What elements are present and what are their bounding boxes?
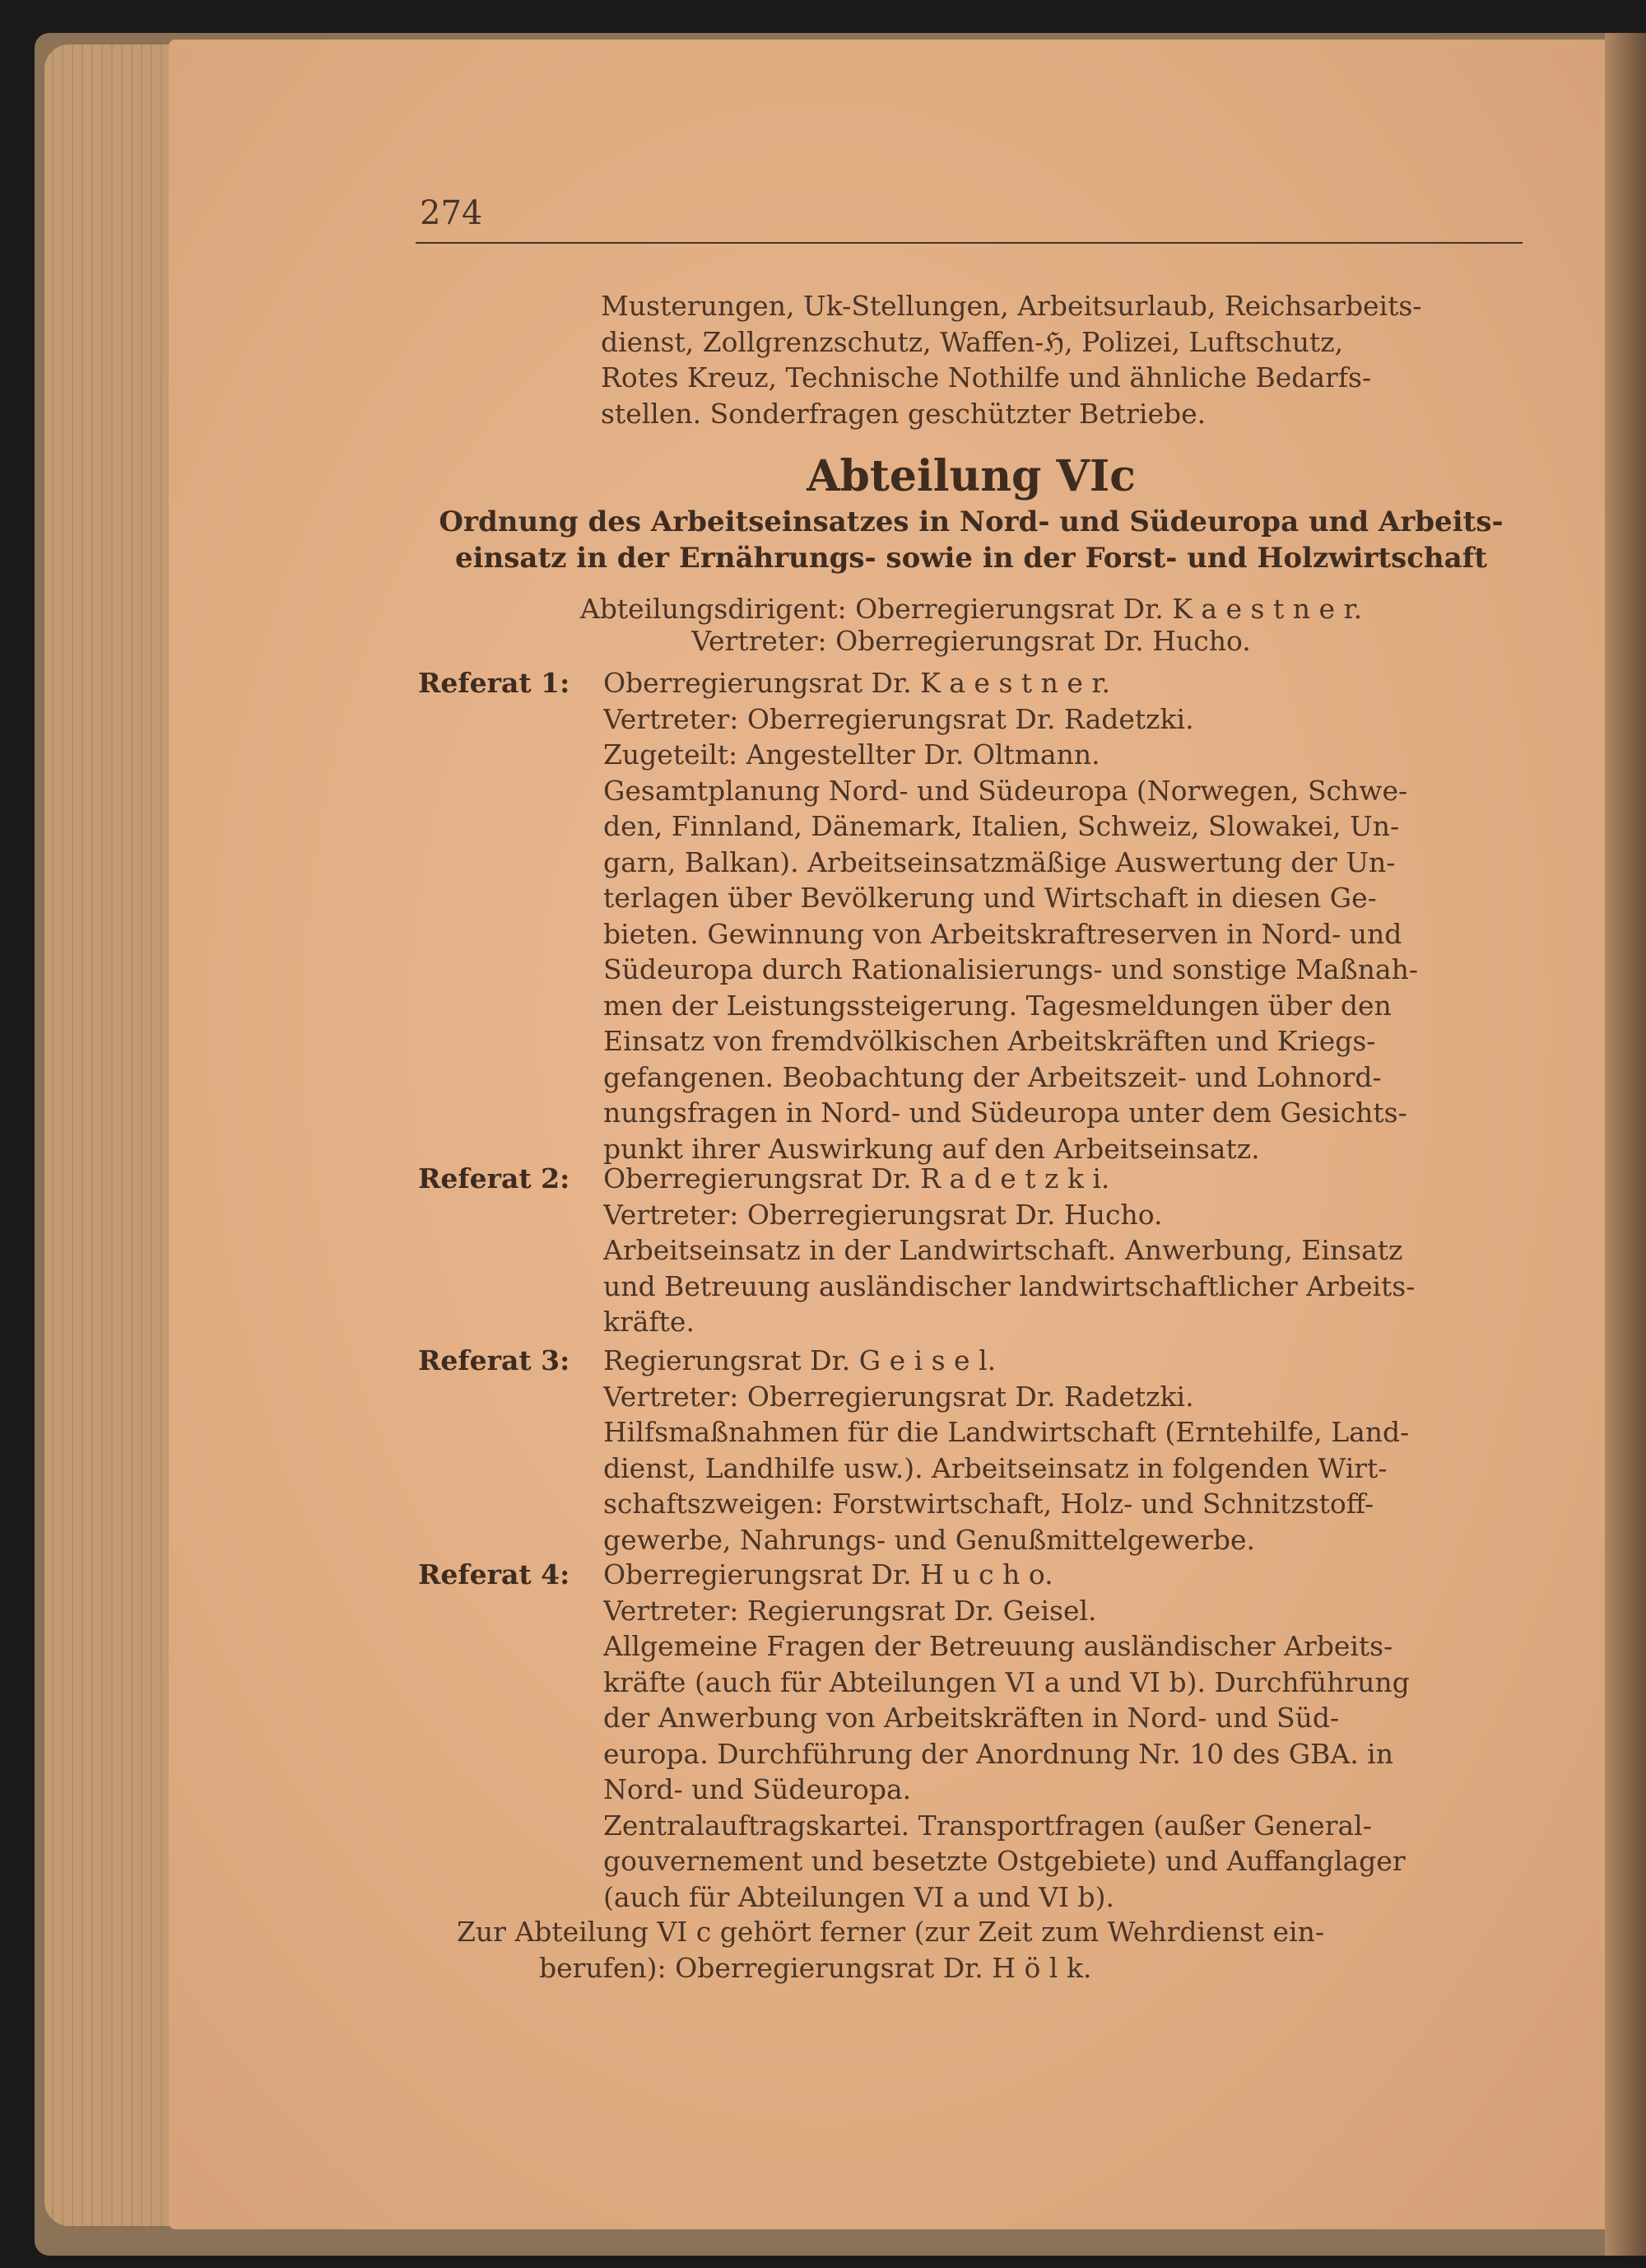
referat-line: Hilfsmaßnahmen für die Landwirtschaft (Erntehilfe, Land- [603,1416,1410,1448]
vertreter-line: Vertreter: Oberregierungsrat Dr. Hucho. [691,625,1251,657]
section-heading: Abteilung VIc [807,451,1136,501]
referat-line: europa. Durchführung der Anordnung Nr. 10 des GBA. in [603,1737,1393,1770]
referat-line: den, Finnland, Dänemark, Italien, Schweiz, Slowakei, Un- [603,810,1400,842]
referat-line: Oberregierungsrat Dr. H u c h o. [603,1558,1053,1590]
referat-line: schaftszweigen: Forstwirtschaft, Holz- und Schnitzstoff- [603,1488,1374,1520]
referat-line: gefangenen. Beobachtung der Arbeitszeit- und Lohnord- [603,1060,1382,1093]
section-subheading [412,504,1531,576]
referat-line: Zentralauftragskartei. Transportfragen (außer General- [603,1809,1372,1842]
referat-line: Gesamtplanung Nord- und Südeuropa (Norwegen, Schwe- [603,774,1408,807]
referat-line: dienst, Landhilfe usw.). Arbeitseinsatz in folgenden Wirt- [603,1451,1388,1484]
referat-line: Oberregierungsrat Dr. R a d e t z k i. [603,1162,1110,1195]
closing-line: Zur Abteilung VI c gehört ferner (zur Zeit zum Wehrdienst ein- [457,1916,1325,1948]
intro-line: stellen. Sonderfragen geschützter Betriebe. [601,397,1207,430]
header-rule [416,242,1523,244]
referat-line: garn, Balkan). Arbeitseinsatzmäßige Auswertung der Un- [603,845,1396,878]
dirigent-line: Abteilungsdirigent: Oberregierungsrat Dr. K a e s t n e r. [579,593,1363,625]
referat-line: Arbeitseinsatz in der Landwirtschaft. Anwerbung, Einsatz [603,1234,1403,1266]
referat-line: nungsfragen in Nord- und Südeuropa unter dem Gesichts- [603,1097,1407,1129]
referat-line: Südeuropa durch Rationalisierungs- und sonstige Maßnah- [603,953,1418,985]
referat-line: men der Leistungssteigerung. Tagesmeldungen über den [603,989,1392,1022]
referat-line: kräfte. [603,1306,695,1338]
referat-1-text [603,665,1529,1167]
referat-2-label: Referat 2: [418,1162,570,1195]
referat-2-text [603,1161,1529,1340]
referat-line: gouvernement und besetzte Ostgebiete) und Auffanglager [603,1845,1406,1877]
intro-paragraph [601,288,1527,431]
referat-4-text [603,1557,1529,1915]
referat-line: Vertreter: Oberregierungsrat Dr. Hucho. [603,1198,1163,1231]
referat-line: Regierungsrat Dr. G e i s e l. [603,1344,997,1376]
closing-line: berufen): Oberregierungsrat Dr. H ö l k. [539,1951,1092,1984]
referat-line: Einsatz von fremdvölkischen Arbeitskräften und Kriegs- [603,1025,1376,1057]
referat-1-label: Referat 1: [418,667,570,699]
subheading-line: einsatz in der Ernährungs- sowie in der Forst- und Holzwirtschaft [455,542,1487,575]
referat-line: und Betreuung ausländischer landwirtschaftlicher Arbeits- [603,1269,1416,1302]
referat-4-label: Referat 4: [418,1558,570,1590]
referat-line: bieten. Gewinnung von Arbeitskraftreserven in Nord- und [603,917,1402,950]
book-gutter [1605,33,1646,2256]
referat-line: (auch für Abteilungen VI a und VI b). [603,1880,1115,1913]
referat-line: Allgemeine Fragen der Betreuung ausländischer Arbeits- [603,1630,1393,1662]
subheading-line: Ordnung des Arbeitseinsatzes in Nord- und Südeuropa und Arbeits- [439,505,1504,538]
referat-line: der Anwerbung von Arbeitskräften in Nord- und Süd- [603,1702,1340,1734]
referat-line: kräfte (auch für Abteilungen VI a und VI b). Durchführung [603,1665,1410,1698]
referat-line: Oberregierungsrat Dr. K a e s t n e r. [603,667,1111,699]
page-number: 274 [420,194,483,232]
referat-line: punkt ihrer Auswirkung auf den Arbeitseinsatz. [603,1132,1260,1165]
referat-line: Vertreter: Oberregierungsrat Dr. Radetzki. [603,1380,1194,1413]
referat-line: Vertreter: Oberregierungsrat Dr. Radetzki. [603,702,1194,735]
referat-3-text [603,1343,1529,1558]
referat-line: Nord- und Südeuropa. [603,1773,912,1805]
intro-line: Rotes Kreuz, Technische Nothilfe und ähnliche Bedarfs- [601,361,1372,394]
closing-paragraph [457,1914,1527,1986]
intro-line: Musterungen, Uk-Stellungen, Arbeitsurlaub, Reichsarbeits- [601,290,1422,322]
referat-line: Vertreter: Regierungsrat Dr. Geisel. [603,1594,1097,1627]
intro-line: dienst, Zollgrenzschutz, Waffen-ℌ, Polizei, Luftschutz, [601,325,1344,358]
referat-line: terlagen über Bevölkerung und Wirtschaft in diesen Ge- [603,882,1377,914]
referat-line: Zugeteilt: Angestellter Dr. Oltmann. [603,738,1100,771]
referat-line: gewerbe, Nahrungs- und Genußmittelgewerbe. [603,1523,1255,1556]
referat-3-label: Referat 3: [418,1344,570,1376]
